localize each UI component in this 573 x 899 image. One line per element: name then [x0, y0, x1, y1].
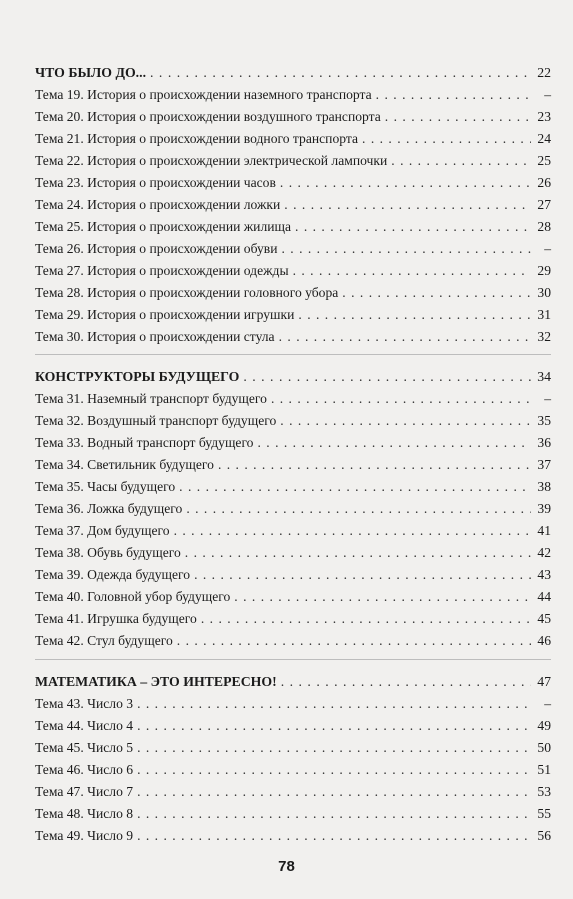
entry-title: Тема 48. Число 8 [35, 806, 134, 821]
toc-entry [35, 84, 551, 106]
dot-leader [362, 128, 531, 150]
dot-leader [137, 759, 531, 781]
dot-leader [280, 410, 531, 432]
dot-leader [179, 476, 531, 498]
dot-leader [342, 282, 531, 304]
entry-page: 35 [537, 413, 551, 428]
toc-entry [35, 454, 551, 476]
entry-page: 37 [537, 457, 551, 472]
section-title: КОНСТРУКТОРЫ БУДУЩЕГО [35, 369, 240, 384]
section-page: 47 [537, 674, 551, 689]
entry-page: 56 [537, 828, 551, 843]
entry-title: Тема 20. История о происхождении воздушного транспорта [35, 109, 381, 124]
entry-title: Тема 46. Число 6 [35, 762, 134, 777]
toc-entry [35, 520, 551, 542]
entry-page: 32 [537, 329, 551, 344]
entry-page: 53 [537, 784, 551, 799]
entry-title: Тема 33. Водный транспорт будущего [35, 435, 254, 450]
entry-title: Тема 32. Воздушный транспорт будущего [35, 413, 277, 428]
entry-title: Тема 41. Игрушка будущего [35, 611, 197, 626]
entry-title: Тема 24. История о происхождении ложки [35, 197, 281, 212]
section-page: 34 [537, 369, 551, 384]
toc-section-1 [35, 62, 551, 348]
entry-title: Тема 35. Часы будущего [35, 479, 176, 494]
toc-entry [35, 216, 551, 238]
dot-leader [376, 84, 531, 106]
toc-entry [35, 737, 551, 759]
section-title: МАТЕМАТИКА – ЭТО ИНТЕРЕСНО! [35, 674, 277, 689]
toc-entry [35, 803, 551, 825]
entry-page: 29 [537, 263, 551, 278]
entry-page: 27 [537, 197, 551, 212]
toc-entry [35, 194, 551, 216]
entry-page: 26 [537, 175, 551, 190]
dot-leader [279, 326, 531, 348]
entry-title: Тема 38. Обувь будущего [35, 545, 181, 560]
entry-title: Тема 21. История о происхождении водного транспорта [35, 131, 359, 146]
toc-entry [35, 128, 551, 150]
toc-entry [35, 498, 551, 520]
entry-title: Тема 30. История о происхождении стула [35, 329, 275, 344]
dot-leader [185, 542, 531, 564]
entry-page: 55 [537, 806, 551, 821]
dot-leader [243, 366, 531, 388]
entry-page: 49 [537, 718, 551, 733]
entry-title: Тема 49. Число 9 [35, 828, 134, 843]
entry-page: 36 [537, 435, 551, 450]
entry-title: Тема 47. Число 7 [35, 784, 134, 799]
toc-entry [35, 693, 551, 715]
section-divider [35, 659, 551, 660]
entry-title: Тема 25. История о происхождении жилища [35, 219, 292, 234]
section-title: ЧТО БЫЛО ДО... [35, 65, 147, 80]
entry-title: Тема 29. История о происхождении игрушки [35, 307, 295, 322]
toc-entry [35, 388, 551, 410]
dot-leader [194, 564, 531, 586]
entry-page: – [544, 87, 551, 102]
entry-page: – [544, 696, 551, 711]
dot-leader [281, 671, 531, 693]
toc-entry [35, 106, 551, 128]
toc-entry [35, 260, 551, 282]
section-page: 22 [537, 65, 551, 80]
entry-page: 39 [537, 501, 551, 516]
entry-title: Тема 34. Светильник будущего [35, 457, 214, 472]
dot-leader [174, 520, 531, 542]
entry-title: Тема 31. Наземный транспорт будущего [35, 391, 267, 406]
dot-leader [177, 630, 531, 652]
toc-entry [35, 304, 551, 326]
entry-title: Тема 36. Ложка будущего [35, 501, 183, 516]
entry-page: 43 [537, 567, 551, 582]
toc-entry [35, 781, 551, 803]
toc-section-2 [35, 366, 551, 652]
toc-section-heading [35, 62, 551, 84]
entry-title: Тема 22. История о происхождении электрической лампочки [35, 153, 388, 168]
entry-page: – [544, 241, 551, 256]
section-divider [35, 354, 551, 355]
toc-entry [35, 476, 551, 498]
toc-entry [35, 608, 551, 630]
entry-page: 38 [537, 479, 551, 494]
entry-title: Тема 23. История о происхождении часов [35, 175, 276, 190]
entry-page: 46 [537, 633, 551, 648]
entry-page: 42 [537, 545, 551, 560]
entry-page: 24 [537, 131, 551, 146]
entry-page: 31 [537, 307, 551, 322]
dot-leader [295, 216, 531, 238]
dot-leader [391, 150, 531, 172]
entry-title: Тема 45. Число 5 [35, 740, 134, 755]
entry-title: Тема 26. История о происхождении обуви [35, 241, 278, 256]
entry-title: Тема 19. История о происхождении наземного транспорта [35, 87, 372, 102]
toc-section-heading [35, 366, 551, 388]
entry-title: Тема 37. Дом будущего [35, 523, 170, 538]
entry-page: 50 [537, 740, 551, 755]
entry-page: 28 [537, 219, 551, 234]
entry-page: 41 [537, 523, 551, 538]
dot-leader [137, 737, 531, 759]
dot-leader [257, 432, 531, 454]
toc-entry [35, 586, 551, 608]
toc-entry [35, 825, 551, 847]
toc-entry [35, 410, 551, 432]
toc-entry [35, 564, 551, 586]
entry-title: Тема 28. История о происхождении головного убора [35, 285, 339, 300]
entry-title: Тема 44. Число 4 [35, 718, 134, 733]
entry-title: Тема 42. Стул будущего [35, 633, 173, 648]
entry-title: Тема 43. Число 3 [35, 696, 134, 711]
dot-leader [137, 715, 531, 737]
entry-title: Тема 27. История о происхождении одежды [35, 263, 289, 278]
toc-entry [35, 326, 551, 348]
dot-leader [218, 454, 531, 476]
toc-entry [35, 715, 551, 737]
toc-section-3 [35, 671, 551, 847]
entry-title: Тема 40. Головной убор будущего [35, 589, 231, 604]
dot-leader [137, 781, 531, 803]
toc-entry [35, 542, 551, 564]
dot-leader [271, 388, 531, 410]
dot-leader [186, 498, 531, 520]
entry-page: 25 [537, 153, 551, 168]
dot-leader [385, 106, 531, 128]
toc-entry [35, 282, 551, 304]
toc-entry [35, 238, 551, 260]
dot-leader [234, 586, 531, 608]
dot-leader [293, 260, 531, 282]
entry-page: 23 [537, 109, 551, 124]
toc-entry [35, 150, 551, 172]
toc-entry [35, 432, 551, 454]
page-number: 78 [278, 858, 295, 875]
entry-page: – [544, 391, 551, 406]
entry-page: 44 [537, 589, 551, 604]
dot-leader [150, 62, 531, 84]
dot-leader [137, 825, 531, 847]
entry-page: 30 [537, 285, 551, 300]
toc-entry [35, 759, 551, 781]
dot-leader [280, 172, 531, 194]
dot-leader [284, 194, 531, 216]
toc-section-heading [35, 671, 551, 693]
entry-page: 51 [537, 762, 551, 777]
dot-leader [201, 608, 531, 630]
dot-leader [137, 803, 531, 825]
dot-leader [281, 238, 531, 260]
dot-leader [298, 304, 531, 326]
entry-title: Тема 39. Одежда будущего [35, 567, 191, 582]
entry-page: 45 [537, 611, 551, 626]
toc-entry [35, 172, 551, 194]
dot-leader [137, 693, 531, 715]
toc-entry [35, 630, 551, 652]
